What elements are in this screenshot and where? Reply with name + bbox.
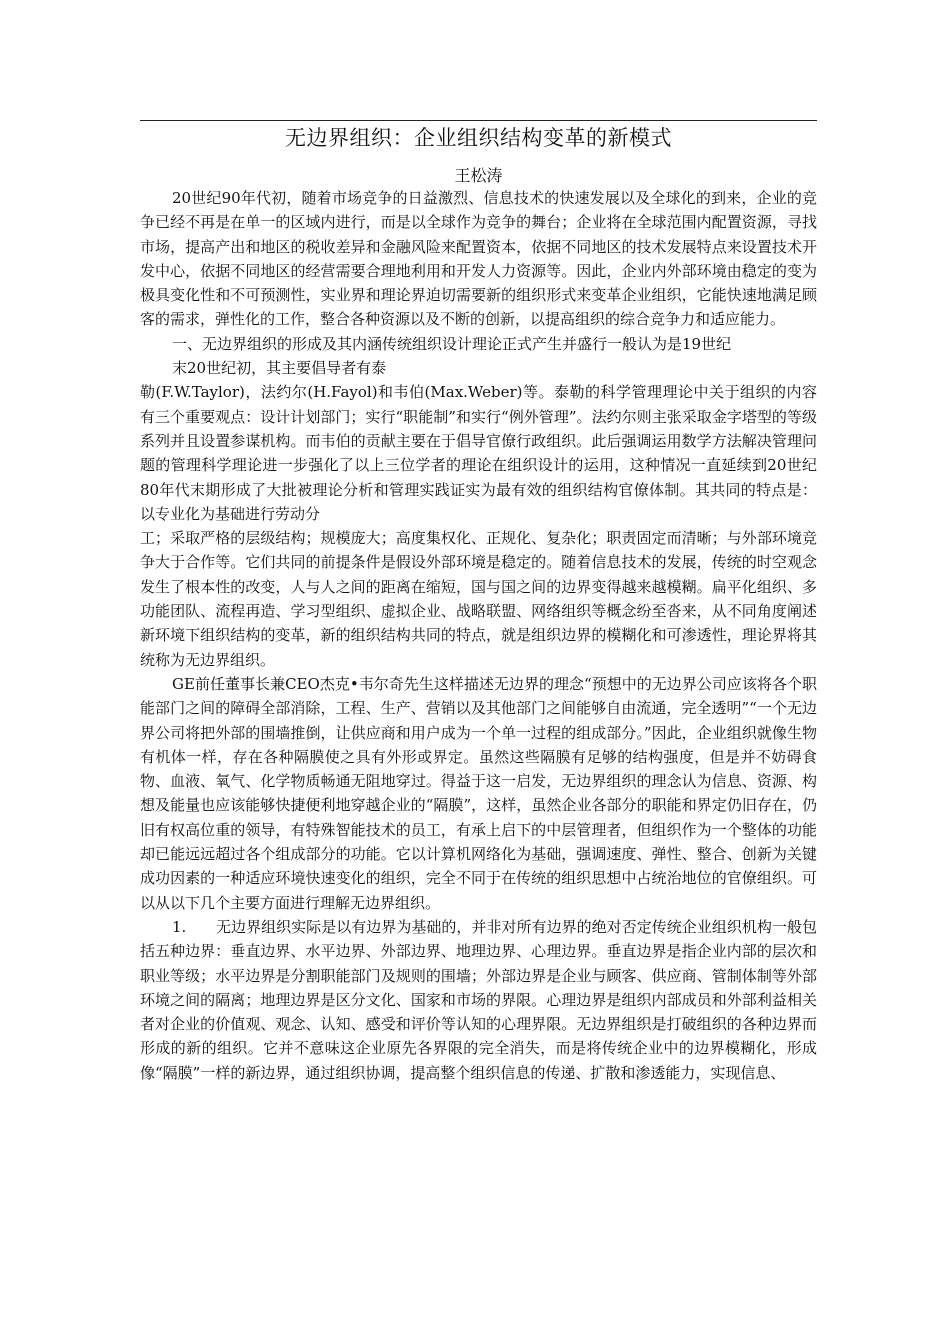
- paragraph-intro: 20世纪90年代初，随着市场竞争的日益激烈、信息技术的快速发展以及全球化的到来，企业的竞争已经不再是在单一的区域内进行，而是以全球作为竞争的舞台；企业将在全球范围内配置资源，寻找市场，提高产出和地区的税收差异和金融风险来配置资本，依据不同地区的技术发展特点来设置技术开发中心，依据不同地区的经营需要合理地利用和开发人力资源等。因此，企业内外部环境由稳定的变为极具变化性和不可预测性，实业界和理论界迫切需要新的组织形式来变革企业组织，它能快速地满足顾客的需求，弹性化的工作，整合各种资源以及不断的创新，以提高组织的综合竞争力和适应能力。: [140, 189, 817, 329]
- document-author: 王松涛: [454, 166, 503, 185]
- document-title: 无边界组织：企业组织结构变革的新模式: [285, 126, 672, 150]
- paragraph-numbered-1: [140, 915, 817, 1085]
- paragraph-section-heading: 一、无边界组织的形成及其内涵传统组织设计理论正式产生并盛行一般认为是19世纪: [172, 334, 732, 353]
- paragraph-traditional-theory: 勒(F.W.Taylor)，法约尔(H.Fayol)和韦伯(Max.Weber)等。泰勒的科学管理理论中关于组织的内容有三个重要观点：设计计划部门；实行“职能制”和实行“例外管理”。法约尔则主张采取金字塔型的等级系列并且设置参谋机构。而韦伯的贡献主要在于倡导官僚行政组织。此后强调运用数学方法解决管理问题的管理科学理论进一步强化了以上三位学者的理论在组织设计的运用，这种情况一直延续到20世纪80年代末期形成了大批被理论分析和管理实践证实为最有效的组织结构官僚体制。其共同的特点是：以专业化为基础进行劳动分: [140, 383, 817, 523]
- paragraph-numbered-1-text: 无边界组织实际是以有边界为基础的，并非对所有边界的绝对否定传统企业组织机构一般包括五种边界：垂直边界、水平边界、外部边界、地理边界、心理边界。垂直边界是指企业内部的层次和职业等级；水平边界是分割职能部门及规则的围墙；外部边界是企业与顾客、供应商、管制体制等外部环境之间的隔离；地理边界是区分文化、国家和市场的界限。心理边界是组织内部成员和外部利益相关者对企业的价值观、观念、认知、感受和评价等认知的心理界限。无边界组织是打破组织的各种边界而形成的新的组织。它并不意味这企业原先各界限的完全消失，而是将传统企业中的边界模糊化，形成像“隔膜”一样的新边界，通过组织协调，提高整个组织信息的传递、扩散和渗透能力，实现信息、: [140, 917, 817, 1082]
- paragraph-heading-continuation: 末20世纪初，其主要倡导者有泰: [172, 359, 387, 378]
- list-number: 1.: [172, 917, 187, 936]
- header-rule: [140, 120, 817, 121]
- document-body: [140, 186, 817, 1085]
- paragraph-ge-welch: GE前任董事长兼CEO杰克•韦尔奇先生这样描述无边界的理念“预想中的无边界公司应该将各个职能部门之间的障碍全部消除，工程、生产、营销以及其他部门之间能够自由流通，完全透明”“一个无边界公司将把外部的围墙推倒，让供应商和用户成为一个单一过程的组成部分。”因此，企业组织就像生物有机体一样，存在各种隔膜使之具有外形或界定。虽然这些隔膜有足够的结构强度，但是并不妨碍食物、血液、氧气、化学物质畅通无阻地穿过。得益于这一启发，无边界组织的理念认为信息、资源、构想及能量也应该能够快捷便利地穿越企业的“隔膜”，这样，虽然企业各部分的职能和界定仍旧存在，仍旧有权高位重的领导，有特殊智能技术的员工，有承上启下的中层管理者，但组织作为一个整体的功能却已能远远超过各个组成部分的功能。它以计算机网络化为基础，强调速度、弹性、整合、创新为关键成功因素的一种适应环境快速变化的组织，完全不同于在传统的组织思想中占统治地位的官僚组织。可以从以下几个主要方面进行理解无边界组织。: [140, 674, 817, 912]
- paragraph-traditional-features: 工；采取严格的层级结构；规模庞大；高度集权化、正规化、复杂化；职责固定而清晰；与外部环境竞争大于合作等。它们共同的前提条件是假设外部环境是稳定的。随着信息技术的发展，传统的时空观念发生了根本性的改变，人与人之间的距离在缩短，国与国之间的边界变得越来越模糊。扁平化组织、多功能团队、流程再造、学习型组织、虚拟企业、战略联盟、网络组织等概念纷至沓来，从不同角度阐述新环境下组织结构的变革，新的组织结构共同的特点，就是组织边界的模糊化和可渗透性，理论界将其统称为无边界组织。: [140, 529, 817, 669]
